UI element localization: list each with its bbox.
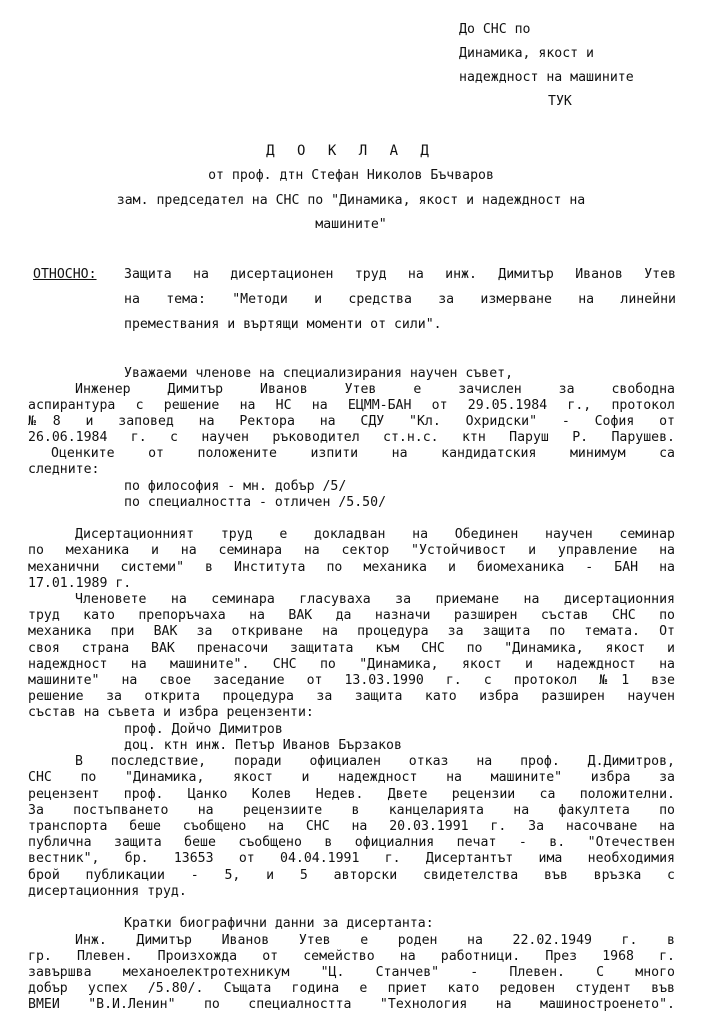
body-line: Инж. Димитър Иванов Утев е роден на 22.02.1949 г. в (75, 933, 675, 948)
addressee-line: До СНС по (459, 22, 531, 37)
addressee-line: Динамика, якост и (459, 46, 594, 61)
author-position-cont: машините" (315, 217, 387, 232)
subject-line: на тема: "Методи и средства за измерване на линейни (124, 292, 676, 307)
body-line: брой публикации - 5, и 5 авторски свидетелства във връзка с (28, 868, 675, 883)
body-line: Инженер Димитър Иванов Утев е зачислен за свободна (75, 382, 675, 397)
body-line: състав на съвета и избра рецензенти: (28, 705, 314, 720)
author-position: зам. председател на СНС по "Динамика, якост и надеждност на (116, 193, 586, 208)
body-line: решение за открита процедура за защита като избра разширен научен (28, 689, 675, 704)
body-line: Членовете на семинара гласуваха за приемане на дисертационния (75, 592, 675, 607)
body-line: по механика и на семинара на сектор "Устойчивост и управление на (28, 543, 675, 558)
addressee-line: ТУК (548, 94, 572, 109)
reviewer-line: доц. ктн инж. Петър Иванов Бързаков (124, 738, 402, 753)
author-line: от проф. дтн Стефан Николов Бъчваров (208, 168, 494, 183)
body-line: Оценките от положените изпити на кандидатския минимум са (51, 446, 675, 461)
body-line: машините" на свое заседание от 13.03.1990 г. с протокол №1 взе (28, 673, 675, 688)
addressee-line: надеждност на машините (459, 70, 634, 85)
body-line: механични системи" в Института по механика и биомеханика - БАН на (28, 560, 675, 575)
body-line: завършва механоелектротехникум "Ц. Станчев" - Плевен. С много (28, 965, 675, 980)
body-line: 17.01.1989 г. (28, 576, 132, 591)
body-line: аспирантура с решение на НС на ЕЦММ-БАН от 29.05.1984 г., протокол (28, 398, 675, 413)
body-line: дисертационния труд. (28, 884, 187, 899)
body-line: №8 и заповед на Ректора на СДУ "Кл. Охридски" - София от (28, 414, 675, 429)
section-heading: Кратки биографични данни за дисертанта: (124, 916, 434, 931)
reviewer-line: проф. Дойчо Димитров (124, 722, 283, 737)
subject-line: Защита на дисертационен труд на инж. Димитър Иванов Утев (124, 267, 676, 282)
body-line: ВМЕИ "В.И.Ленин" по специалността "Технология на машиностроенето". (28, 997, 675, 1012)
body-line: надеждност на машините". СНС по "Динамика, якост и надеждност на (28, 657, 675, 672)
body-line: своя страна ВАК пренасочи защитата към СНС по "Динамика, якост и (28, 641, 675, 656)
body-line: За постъпването на рецензиите в канцеларията на факултета по (28, 803, 675, 818)
body-line: следните: (28, 462, 100, 477)
body-line: труд като препоръчаха на ВАК да назначи разширен състав СНС по (28, 608, 675, 623)
body-line: Дисертационният труд е докладван на Обединен научен семинар (75, 527, 675, 542)
greeting: Уважаеми членове на специализирания научен съвет, (124, 366, 514, 381)
body-line: рецензент проф. Цанко Колев Недев. Двете рецензии са положителни. (28, 787, 675, 802)
subject-line: премествания и въртящи моменти от сили". (124, 317, 442, 332)
document-heading: Д О К Л А Д (266, 143, 436, 159)
body-line: механика при ВАК за откриване на процедура за защита по темата. От (28, 624, 675, 639)
body-line: транспорта беше съобщено на СНС на 20.03.1991 г. За насочване на (28, 819, 675, 834)
body-line: вестник", бр. 13653 от 04.04.1991 г. Дисертантът има необходимия (28, 851, 675, 866)
body-line: гр. Плевен. Произхожда от семейство на работници. През 1968 г. (28, 949, 675, 964)
body-line: СНС по "Динамика, якост и надеждност на машините" избра за (28, 770, 675, 785)
body-line: добър успех /5.80/. Същата година е приет като редовен студент във (28, 981, 675, 996)
subject-label: ОТНОСНО: (33, 267, 97, 282)
body-line: публична защита беше съобщено в официалния печат - в. "Отечествен (28, 835, 675, 850)
body-line: 26.06.1984 г. с научен ръководител ст.н.с. ктн Паруш Р. Парушев. (28, 430, 675, 445)
grade-line: по специалността - отличен /5.50/ (124, 495, 387, 510)
grade-line: по философия - мн. добър /5/ (124, 479, 347, 494)
body-line: В последствие, поради официален отказ на проф. Д.Димитров, (75, 754, 675, 769)
